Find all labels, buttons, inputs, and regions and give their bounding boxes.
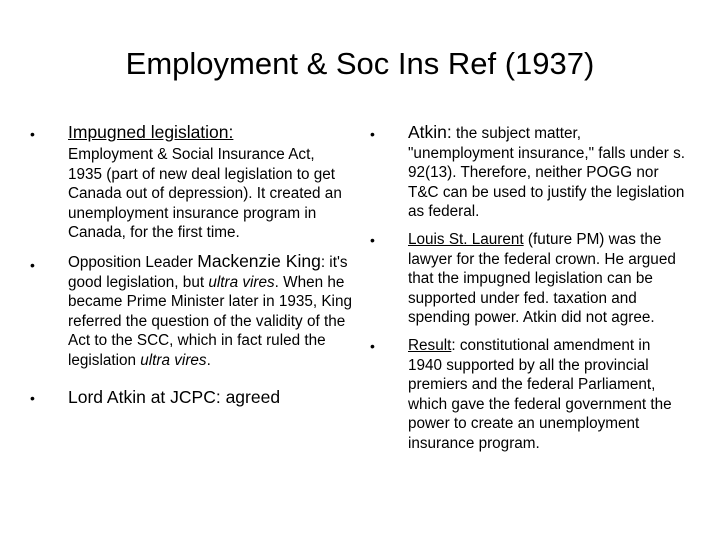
slide-title: Employment & Soc Ins Ref (1937) (125, 46, 595, 81)
bullet-dot: • (30, 126, 35, 142)
bullet-st-laurent (370, 230, 686, 328)
bullet-dot: • (30, 256, 35, 273)
bullet-dot: • (370, 337, 375, 354)
bullet-atkin (370, 122, 686, 222)
st-laurent-text: Louis St. Laurent (future PM) was the lawyer for the federal crown. He argued that the impugned legislation can be supported under fed. taxation and spending power. Atkin did not agree. (408, 230, 676, 327)
bullet-dot: • (30, 389, 35, 406)
bullet-opposition-leader (30, 251, 352, 371)
right-column (370, 122, 686, 454)
impugned-legislation-text: Employment & Social Insurance Act, 1935 (part of new deal legislation to get Canada out of depression). It created an unemployment insurance program in Canada, for the first time. (68, 146, 342, 242)
bullet-dot: • (370, 126, 375, 142)
bullet-result (370, 336, 686, 454)
lord-atkin-text: Lord Atkin at JCPC: agreed (68, 386, 281, 407)
bullet-lord-atkin (30, 387, 352, 408)
bullet-impugned-legislation (30, 122, 352, 243)
opposition-leader-text: Opposition Leader Mackenzie King: it's good legislation, but ultra vires. When he became Prime Minister later in 1935, King referred the question of the validity of the Act to the SCC, which in fact ruled the legislation ultra vires. (68, 250, 352, 369)
left-column (30, 122, 352, 408)
impugned-legislation-heading: Impugned legislation: (68, 122, 234, 142)
atkin-text: Atkin: the subject matter, "unemployment insurance," falls under s. 92(13). Therefore, neither POGG nor T&C can be used to justify the legislation as federal. (408, 122, 685, 221)
bullet-dot: • (370, 231, 375, 248)
result-text: Result: constitutional amendment in 1940 supported by all the provincial premiers and the federal Parliament, which gave the federal government the power to create an unemployment insurance program. (408, 336, 672, 452)
